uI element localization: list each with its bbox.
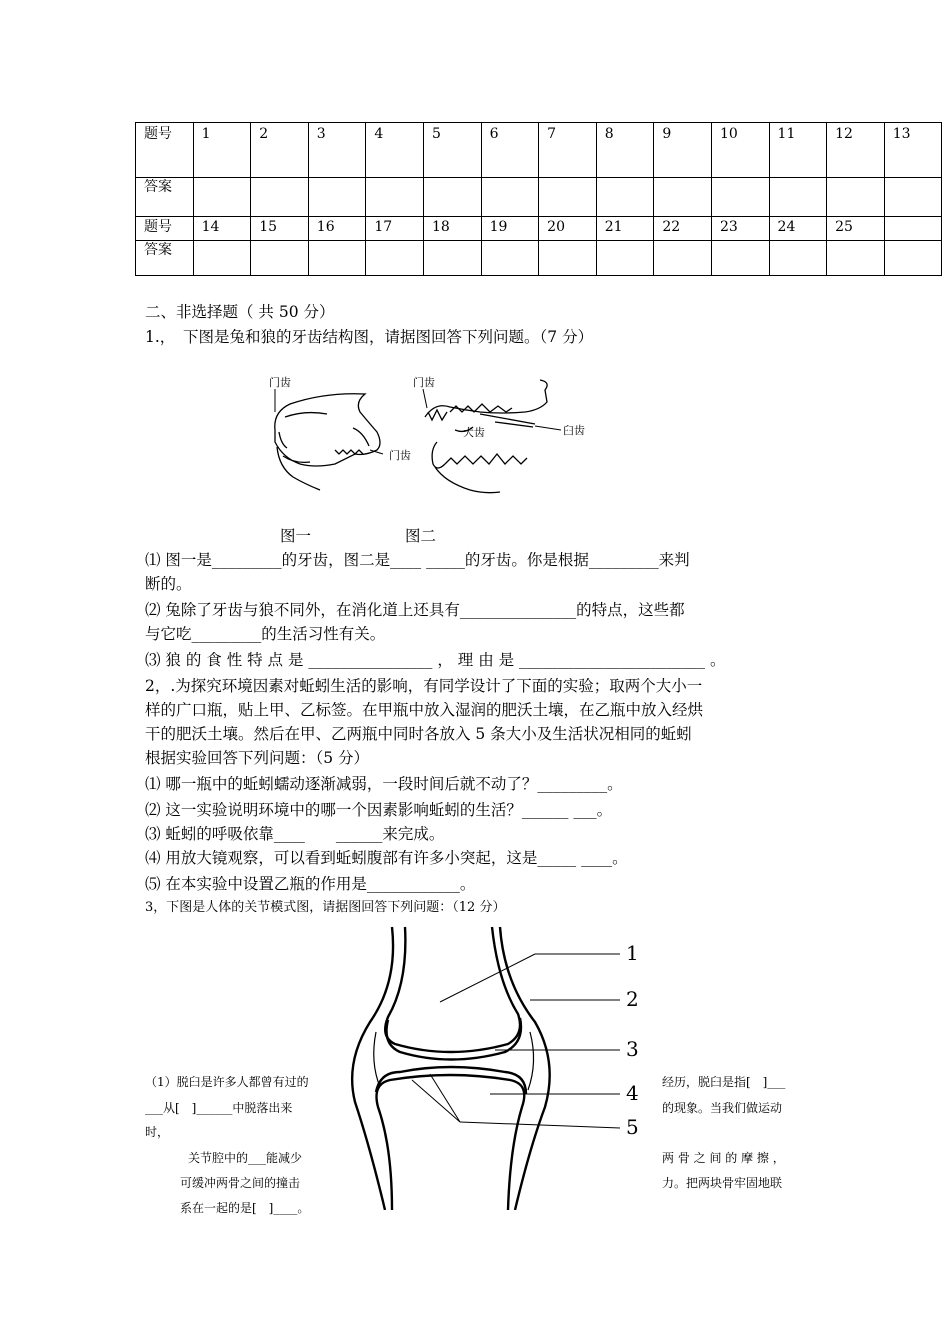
question-number: 25: [827, 217, 885, 241]
q2-line-6: ⑵ 这一实验说明环境中的哪一个因素影响蚯蚓的生活？______ ___。: [145, 801, 613, 819]
teeth-figure: [265, 372, 605, 497]
q1-line-5: ⑶ 狼 的 食 性 特 点 是 ________________ ， 理 由 是 ________________________ 。: [145, 651, 726, 669]
label-canine: 犬齿: [463, 426, 485, 439]
q2-line-7: ⑶ 蚯蚓的呼吸依靠____ ______来完成。: [145, 825, 445, 843]
q3-left-2: ___从[ ]______中脱落出来: [145, 1101, 293, 1115]
row-label: 答案: [136, 241, 194, 276]
answer-cell[interactable]: [251, 178, 309, 217]
answer-cell[interactable]: [539, 178, 597, 217]
answer-cell[interactable]: [884, 241, 942, 276]
q2-line-3: 干的肥沃土壤。然后在甲、乙两瓶中同时各放入 5 条大小及生活状况相同的蚯蚓: [145, 725, 692, 743]
answer-cell[interactable]: [827, 241, 885, 276]
answer-cell[interactable]: [308, 178, 366, 217]
question-number: 4: [366, 123, 424, 178]
question-number: 10: [711, 123, 769, 178]
question-number: 3: [308, 123, 366, 178]
q1-line-4: 与它吃_________的生活习性有关。: [145, 625, 386, 643]
question-number: 14: [193, 217, 251, 241]
joint-label-3: 3: [626, 1037, 639, 1061]
q2-line-1: 2，.为探究环境因素对蚯蚓生活的影响，有同学设计了下面的实验；取两个大小一: [145, 677, 703, 695]
answer-cell[interactable]: [596, 241, 654, 276]
q2-line-8: ⑷ 用放大镜观察，可以看到蚯蚓腹部有许多小突起，这是_____ ____。: [145, 849, 628, 867]
question-number: [884, 217, 942, 241]
answer-cell[interactable]: [596, 178, 654, 217]
label-molar: 臼齿: [563, 424, 585, 437]
question-number: 11: [769, 123, 827, 178]
answer-cell[interactable]: [193, 241, 251, 276]
q3-left-5: 可缓冲两骨之间的撞击: [180, 1176, 301, 1190]
question-number: 21: [596, 217, 654, 241]
q2-line-2: 样的广口瓶，贴上甲、乙标签。在甲瓶中放入湿润的肥沃土壤，在乙瓶中放入经烘: [145, 701, 704, 719]
question-number: 24: [769, 217, 827, 241]
q3-right-4: 力。把两块骨牢固地联: [662, 1176, 783, 1190]
answer-cell[interactable]: [769, 241, 827, 276]
q2-line-9: ⑸ 在本实验中设置乙瓶的作用是____________。: [145, 875, 476, 893]
joint-label-5: 5: [626, 1115, 639, 1139]
answer-cell[interactable]: [308, 241, 366, 276]
q3-left-1: （1）脱臼是许多人都曾有过的: [145, 1075, 309, 1089]
answer-cell[interactable]: [769, 178, 827, 217]
question-number: 20: [539, 217, 597, 241]
row-label: 题号: [136, 123, 194, 178]
answer-cell[interactable]: [366, 241, 424, 276]
question-1-title: 1.， 下图是兔和狼的牙齿结构图，请据图回答下列问题。（7 分）: [145, 328, 594, 346]
q3-left-6: 系在一起的是[ ]____。: [180, 1201, 310, 1215]
joint-figure: [330, 922, 650, 1210]
answer-cell[interactable]: [423, 178, 481, 217]
question-number: 7: [539, 123, 597, 178]
question-number: 15: [251, 217, 309, 241]
answer-cell[interactable]: [481, 178, 539, 217]
q1-line-2: 断的。: [145, 575, 192, 593]
row-label: 题号: [136, 217, 194, 241]
table-row: [136, 123, 942, 178]
answer-cell[interactable]: [251, 241, 309, 276]
label-incisor: 门齿: [413, 376, 435, 389]
figure-caption-1: 图一: [280, 527, 312, 545]
question-number: 2: [251, 123, 309, 178]
joint-label-2: 2: [626, 987, 639, 1011]
question-number: 23: [711, 217, 769, 241]
answer-cell[interactable]: [654, 241, 712, 276]
answer-cell[interactable]: [654, 178, 712, 217]
answer-cell[interactable]: [481, 241, 539, 276]
question-number: 1: [193, 123, 251, 178]
section-heading: 二、非选择题（ 共 50 分）: [145, 303, 335, 321]
answer-cell[interactable]: [711, 241, 769, 276]
q2-line-5: ⑴ 哪一瓶中的蚯蚓蠕动逐渐减弱，一段时间后就不动了？_________。: [145, 775, 623, 793]
table-row: [136, 217, 942, 241]
answer-cell[interactable]: [423, 241, 481, 276]
figure-caption-2: 图二: [405, 527, 437, 545]
question-number: 9: [654, 123, 712, 178]
question-number: 8: [596, 123, 654, 178]
row-label: 答案: [136, 178, 194, 217]
q3-left-3: 时，: [145, 1125, 170, 1139]
question-number: 13: [884, 123, 942, 178]
q3-right-3: 两 骨 之 间 的 摩 擦 ，: [662, 1151, 785, 1165]
answer-cell[interactable]: [366, 178, 424, 217]
joint-label-1: 1: [626, 941, 639, 965]
answer-cell[interactable]: [827, 178, 885, 217]
question-number: 16: [308, 217, 366, 241]
table-row: [136, 241, 942, 276]
question-3-title: 3，下图是人体的关节模式图，请据图回答下列问题：（12 分）: [145, 900, 506, 915]
question-number: 12: [827, 123, 885, 178]
q3-right-2: 的现象。当我们做运动: [662, 1101, 783, 1115]
question-number: 22: [654, 217, 712, 241]
answer-table: [135, 122, 942, 276]
q1-line-1: ⑴ 图一是_________的牙齿，图二是____ _____的牙齿。你是根据_________来判: [145, 551, 690, 569]
question-number: 18: [423, 217, 481, 241]
table-row: [136, 178, 942, 217]
q2-line-4: 根据实验回答下列问题：（5 分）: [145, 749, 370, 767]
question-number: 5: [423, 123, 481, 178]
joint-label-4: 4: [626, 1081, 639, 1105]
answer-cell[interactable]: [539, 241, 597, 276]
question-number: 6: [481, 123, 539, 178]
q1-line-3: ⑵ 兔除了牙齿与狼不同外，在消化道上还具有_______________的特点，这些都: [145, 601, 685, 619]
q3-left-4: 关节腔中的___能减少: [188, 1151, 303, 1165]
answer-cell[interactable]: [884, 178, 942, 217]
answer-cell[interactable]: [193, 178, 251, 217]
answer-cell[interactable]: [711, 178, 769, 217]
question-number: 17: [366, 217, 424, 241]
label-incisor: 门齿: [269, 376, 291, 389]
question-number: 19: [481, 217, 539, 241]
label-incisor: 门齿: [389, 449, 411, 462]
q3-right-1: 经历，脱臼是指[ ]___: [662, 1075, 786, 1089]
